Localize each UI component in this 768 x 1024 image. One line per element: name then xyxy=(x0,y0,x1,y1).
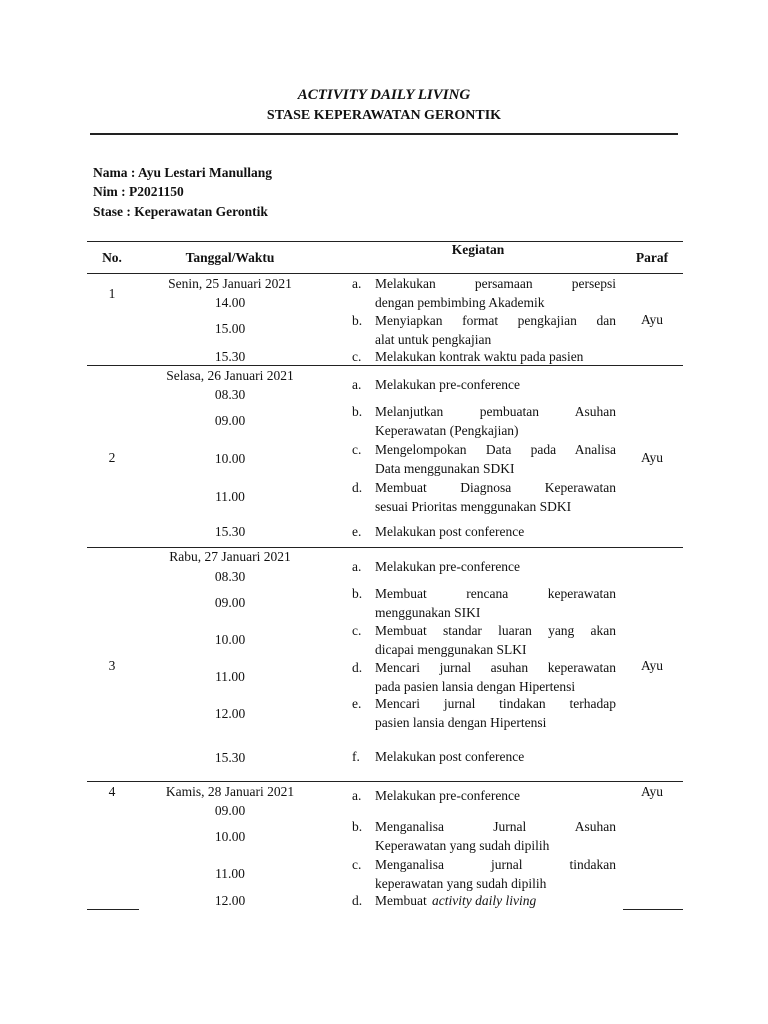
entry-text: Menganalisa Jurnal Asuhan xyxy=(375,819,616,834)
row-number: 4 xyxy=(108,784,116,799)
entry-text: pasien lansia dengan Hipertensi xyxy=(375,715,547,730)
document-subtitle: STASE KEPERAWATAN GERONTIK xyxy=(266,108,502,123)
entry-time: 10.00 xyxy=(214,829,246,844)
table-top-border xyxy=(87,241,683,242)
entry-text: Mencari jurnal asuhan keperawatan xyxy=(375,660,616,675)
entry-time: 15.00 xyxy=(214,321,246,336)
row-separator xyxy=(87,547,683,548)
row-paraf: Ayu xyxy=(640,450,664,465)
row-date: Kamis, 28 Januari 2021 xyxy=(165,784,295,799)
entry-time: 12.00 xyxy=(214,706,246,721)
entry-letter: a. xyxy=(352,788,362,803)
entry-letter: c. xyxy=(352,623,362,638)
entry-time: 10.00 xyxy=(214,632,246,647)
entry-text: Membuat xyxy=(375,893,427,908)
entry-letter: a. xyxy=(352,276,362,291)
row-number: 3 xyxy=(108,658,116,673)
entry-time: 15.30 xyxy=(214,349,246,364)
col-header-paraf: Paraf xyxy=(635,250,669,265)
entry-text: Melakukan kontrak waktu pada pasien xyxy=(375,349,584,364)
row-separator xyxy=(87,365,683,366)
entry-text: Melakukan post conference xyxy=(375,524,525,539)
row-separator xyxy=(87,781,683,782)
entry-text: dengan pembimbing Akademik xyxy=(375,295,545,310)
info-stase: Stase : Keperawatan Gerontik xyxy=(93,204,268,219)
entry-text-italic: activity daily living xyxy=(432,893,537,908)
entry-letter: e. xyxy=(352,524,362,539)
document-title: ACTIVITY DAILY LIVING xyxy=(297,87,471,103)
row-date: Senin, 25 Januari 2021 xyxy=(168,276,292,291)
entry-time: 15.30 xyxy=(214,750,246,765)
entry-text: menggunakan SIKI xyxy=(375,605,481,620)
row-paraf: Ayu xyxy=(640,784,664,799)
row-paraf: Ayu xyxy=(640,312,664,327)
entry-text: dicapai menggunakan SLKI xyxy=(375,642,527,657)
entry-text: Mencari jurnal tindakan terhadap xyxy=(375,696,616,711)
entry-letter: f. xyxy=(352,749,360,764)
entry-time: 15.30 xyxy=(214,524,246,539)
entry-time: 08.30 xyxy=(214,569,246,584)
table-bottom-border xyxy=(87,909,139,910)
table-bottom-border xyxy=(623,909,683,910)
info-nim: Nim : P2021150 xyxy=(93,184,184,199)
row-number: 2 xyxy=(108,450,116,465)
col-header-kegiatan: Kegiatan xyxy=(451,242,505,257)
entry-text: Keperawatan (Pengkajian) xyxy=(375,423,519,438)
entry-time: 11.00 xyxy=(215,489,245,504)
entry-text: Melanjutkan pembuatan Asuhan xyxy=(375,404,616,419)
entry-letter: b. xyxy=(352,313,363,328)
entry-text: alat untuk pengkajian xyxy=(375,332,492,347)
entry-time: 09.00 xyxy=(214,413,246,428)
entry-letter: b. xyxy=(352,404,363,419)
entry-time: 08.30 xyxy=(214,387,246,402)
entry-time: 11.00 xyxy=(215,866,245,881)
row-number: 1 xyxy=(108,286,116,301)
entry-time: 10.00 xyxy=(214,451,246,466)
entry-text: Membuat rencana keperawatan xyxy=(375,586,616,601)
header-rule xyxy=(90,133,678,135)
entry-text: Melakukan pre-conference xyxy=(375,559,521,574)
entry-time: 12.00 xyxy=(214,893,246,908)
col-header-tanggal: Tanggal/Waktu xyxy=(185,250,275,265)
entry-letter: e. xyxy=(352,696,362,711)
entry-time: 09.00 xyxy=(214,595,246,610)
table-header-border xyxy=(87,273,683,274)
col-header-no: No. xyxy=(102,250,122,265)
entry-text: Menyiapkan format pengkajian dan xyxy=(375,313,616,328)
entry-letter: a. xyxy=(352,559,362,574)
row-date: Rabu, 27 Januari 2021 xyxy=(169,549,291,564)
entry-text: Melakukan pre-conference xyxy=(375,788,521,803)
entry-text: Melakukan pre-conference xyxy=(375,377,521,392)
entry-letter: b. xyxy=(352,586,363,601)
entry-letter: d. xyxy=(352,480,363,495)
entry-letter: c. xyxy=(352,857,362,872)
entry-text: Data menggunakan SDKI xyxy=(375,461,515,476)
row-date: Selasa, 26 Januari 2021 xyxy=(166,368,294,383)
entry-letter: d. xyxy=(352,660,363,675)
entry-time: 11.00 xyxy=(215,669,245,684)
entry-time: 09.00 xyxy=(214,803,246,818)
info-nama: Nama : Ayu Lestari Manullang xyxy=(93,165,273,180)
entry-letter: b. xyxy=(352,819,363,834)
entry-text: Mengelompokan Data pada Analisa xyxy=(375,442,616,457)
entry-letter: c. xyxy=(352,442,362,457)
entry-text: Menganalisa jurnal tindakan xyxy=(375,857,616,872)
entry-text: Melakukan persamaan persepsi xyxy=(375,276,616,291)
entry-text: Keperawatan yang sudah dipilih xyxy=(375,838,550,853)
entry-text: sesuai Prioritas menggunakan SDKI xyxy=(375,499,572,514)
entry-text: Melakukan post conference xyxy=(375,749,525,764)
row-paraf: Ayu xyxy=(640,658,664,673)
entry-text: Membuat Diagnosa Keperawatan xyxy=(375,480,616,495)
entry-text: Membuat standar luaran yang akan xyxy=(375,623,616,638)
entry-text: keperawatan yang sudah dipilih xyxy=(375,876,547,891)
entry-text: pada pasien lansia dengan Hipertensi xyxy=(375,679,576,694)
entry-letter: c. xyxy=(352,349,362,364)
entry-letter: a. xyxy=(352,377,362,392)
entry-time: 14.00 xyxy=(214,295,246,310)
entry-letter: d. xyxy=(352,893,363,908)
